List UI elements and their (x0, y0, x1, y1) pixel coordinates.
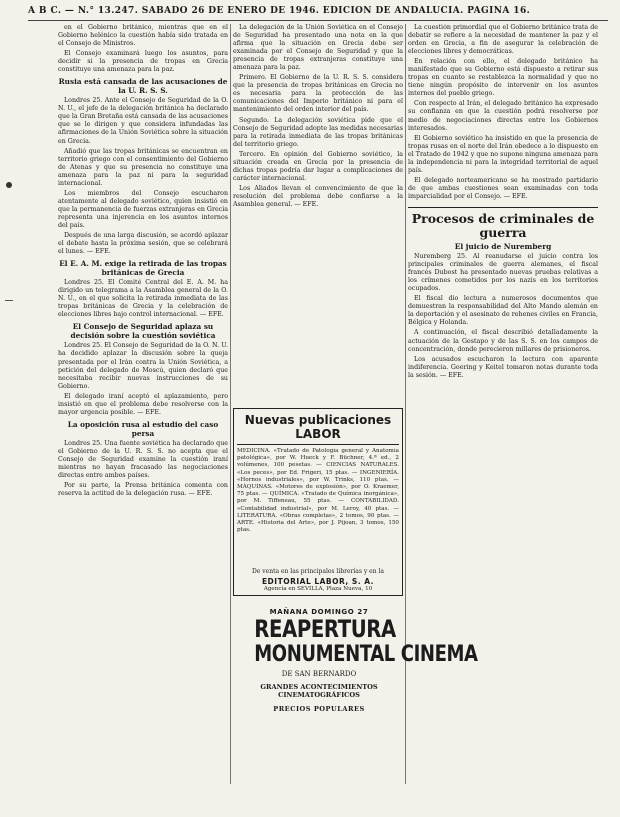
cinema-prices: PRECIOS POPULARES (273, 705, 365, 713)
ad-address: Agencia en SEVILLA, Plaza Nueva, 10 (263, 586, 373, 592)
section-headline: Procesos de criminales de guerra (408, 207, 598, 240)
article-subheadline: El juicio de Nuremberg (454, 241, 552, 251)
article-paragraph: Londres 25. Una fuente soviética ha declarado que el Gobierno de la U. R. S. S. no acepta que el Consejo de Seguridad examine la cuestión iraní mientras no hayan fracasado las negociaciones directas entre ambos países. (58, 439, 228, 480)
ad-title: Nuevas publicaciones LABOR (237, 411, 399, 445)
article-paragraph: El fiscal dio lectura a numerosos documentos que demuestran la responsabilidad del Alto Mando alemán en la deportación y el asesinato de rehenes civiles en Francia, Bélgica y Holanda. (408, 295, 598, 327)
labor-advertisement (233, 408, 403, 596)
cinema-advertisement (240, 608, 478, 778)
cinema-name: MONUMENTAL CINEMA (254, 642, 478, 667)
column-left (58, 24, 228, 784)
column-center (233, 24, 403, 419)
ad-footer: De venta en las principales librerías y en la (252, 568, 384, 575)
article-paragraph: Después de una larga discusión, se acordó aplazar el debate hasta la próxima sesión, que se celebrará el lunes. — EFE. (58, 232, 228, 256)
article-paragraph: Londres 25. Ante el Consejo de Seguridad de la O. N. U., el jefe de la delegación británica ha declarado que la Gran Bretaña está cansada de las acusaciones que se le dirigen y que considera infundadas las afirmaciones de la Unión Soviética sobre la situación en Grecia. (58, 97, 228, 145)
margin-tick (5, 300, 13, 301)
cinema-program: GRANDES ACONTECIMIENTOS CINEMATOGRÁFICOS (260, 683, 378, 699)
article-paragraph: Primero. El Gobierno de la U. R. S. S. considera que la presencia de tropas británicas en Grecia no es necesaria para la protección de las comunicaciones del Imperio británico ni para el mantenimiento del orden interior del país. (233, 74, 403, 114)
article-paragraph: El Gobierno soviético ha insistido en que la presencia de tropas rusas en el norte del Irán obedece a lo dispuesto en el Tratado de 1942 y que no supone ninguna amenaza para la independencia ni para la integridad territorial de aquel país. (408, 134, 598, 174)
article-paragraph: en el Gobierno británico, mientras que en el Gobierno helénico la cuestión había sido tratada en el Consejo de Ministros. (58, 24, 228, 48)
cinema-reopening: REAPERTURA (254, 615, 396, 643)
article-paragraph: Los acusados escucharon la lectura con aparente indiferencia. Goering y Keitel tomaron notas durante toda la sesión. — EFE. (408, 355, 598, 379)
article-paragraph: El delegado norteamericano se ha mostrado partidario de que ambas cuestiones sean examinadas con toda imparcialidad por el Consejo. — EFE. (408, 176, 598, 200)
article-paragraph: El delegado iraní aceptó el aplazamiento, pero insistió en que el problema debe resolverse con la mayor urgencia posible. — EFE. (58, 392, 228, 416)
ad-publisher: EDITORIAL LABOR, S. A. (261, 577, 375, 586)
article-headline: La oposición rusa al estudio del caso persa (67, 419, 219, 438)
article-headline: Rusia está cansada de las acusaciones de la U. R. S. S. (58, 77, 228, 96)
article-paragraph: Tercero. En opinión del Gobierno soviético, la situación creada en Grecia por la presencia de dichas tropas podría dar lugar a complicaciones de carácter internacional. (233, 150, 403, 182)
article-paragraph: Los miembros del Consejo escucharon atentamente al delegado soviético, quien insistió en que la permanencia de fuerzas extranjeras en Grecia representa una injerencia en los asuntos internos del país. (58, 189, 228, 229)
article-paragraph: El Consejo examinará luego los asuntos, para decidir si la presencia de tropas en Grecia constituye una amenaza para la paz. (58, 50, 228, 74)
article-paragraph: La delegación de la Unión Soviética en el Consejo de Seguridad ha presentado una nota en la que afirma que la situación en Grecia debe ser examinada por el Consejo de Seguridad y que la presencia de tropas extranjeras constituye una amenaza para la paz. (233, 24, 403, 72)
article-paragraph: Segundo. La delegación soviética pide que el Consejo de Seguridad adopte las medidas necesarias para la retirada inmediata de las tropas británicas del territorio griego. (233, 116, 403, 148)
page-header: A B C. — N.° 13.247. SÁBADO 26 DE ENERO DE 1946. EDICIÓN DE ANDALUCÍA. PÁGINA 16. (28, 6, 608, 21)
article-headline: El Consejo de Seguridad aplaza su decisión sobre la cuestión soviética (70, 322, 216, 341)
article-paragraph: Nuremberg 25. Al reanudarse el juicio contra los principales criminales de guerra alemanes, el fiscal francés Dubost ha presentado nuevas pruebas relativas a los crímenes cometidos por los nazis en los territorios ocupados. (408, 253, 598, 293)
cinema-date: MAÑANA DOMINGO 27 (269, 608, 369, 616)
cinema-location: DE SAN BERNARDO (281, 670, 357, 678)
article-paragraph: Por su parte, la Prensa británica comenta con reserva la actitud de la delegación rusa. — EFE. (58, 482, 228, 498)
article-paragraph: En relación con ello, el delegado británico ha manifestado que su Gobierno está dispuesto a retirar sus tropas en cuanto se restablezca la normalidad y que no tiene ningún propósito de intervenir en los asuntos internos del pueblo griego. (408, 58, 598, 98)
article-paragraph: Londres 25. El Consejo de Seguridad de la O. N. U. ha decidido aplazar la discusión sobre la queja presentada por el Irán contra la Unión Soviética, a petición del delegado de Moscú, quien declaró que necesitaba recibir nuevas instrucciones de su Gobierno. (58, 342, 228, 390)
article-paragraph: Con respecto al Irán, el delegado británico ha expresado su confianza en que la cuestión podrá resolverse por medio de negociaciones directas entre los Gobiernos interesados. (408, 100, 598, 132)
column-divider (405, 24, 406, 784)
column-divider (230, 24, 231, 784)
column-right (408, 24, 598, 784)
article-paragraph: Londres 25. El Comité Central del E. A. M. ha dirigido un telegrama a la Asamblea general de la O. N. U., en el que solicita la retirada inmediata de las tropas británicas de Grecia y la celebración de elecciones libres bajo control internacional. — EFE. (58, 279, 228, 319)
margin-mark (6, 182, 12, 188)
article-paragraph: A continuación, el fiscal describió detalladamente la actuación de la Gestapo y de las S. S. en los campos de concentración, donde perecieron millares de prisioneros. (408, 329, 598, 353)
article-headline: El E. A. M. exige la retirada de las tropas británicas de Grecia (59, 259, 227, 278)
article-paragraph: La cuestión primordial que el Gobierno británico trata de debatir se refiere a la necesidad de mantener la paz y el orden en Grecia, a fin de asegurar la celebración de elecciones libres y democráticas. (408, 24, 598, 56)
article-paragraph: Los Aliados llevan el convencimiento de que la resolución del problema debe confiarse a la Asamblea general. — EFE. (233, 184, 403, 208)
article-paragraph: Añadió que las tropas británicas se encuentran en territorio griego con el consentimiento del Gobierno de Atenas y que su presencia no constituye una amenaza para la paz ni para la seguridad internacional. (58, 147, 228, 187)
ad-body: MEDICINA. «Tratado de Patología general y Anatomía patológica», por W. Hueck y F. Büchner, 4.ª ed., 2 volúmenes, 100 pesetas. — CIENCIAS NATURALES. «Los peces», por Ed. Frigeri, 15 ptas. — INGENIERÍA. «Hornos industriales», por W. Trinks, 110 ptas. — MÁQUINAS. «Motores de explosión», por O. Kraemer, 75 ptas. — QUÍMICA. «Tratado de Química inorgánica», por M. Tiffeneau, 55 ptas. — CONTABILIDAD. «Contabilidad industrial», por M. Leroy, 40 ptas. — LITERATURA. «Obras completas», 2 tomos, 90 ptas. — ARTE. «Historia del Arte», por J. Pijoan, 3 tomos, 150 ptas. (237, 448, 399, 534)
